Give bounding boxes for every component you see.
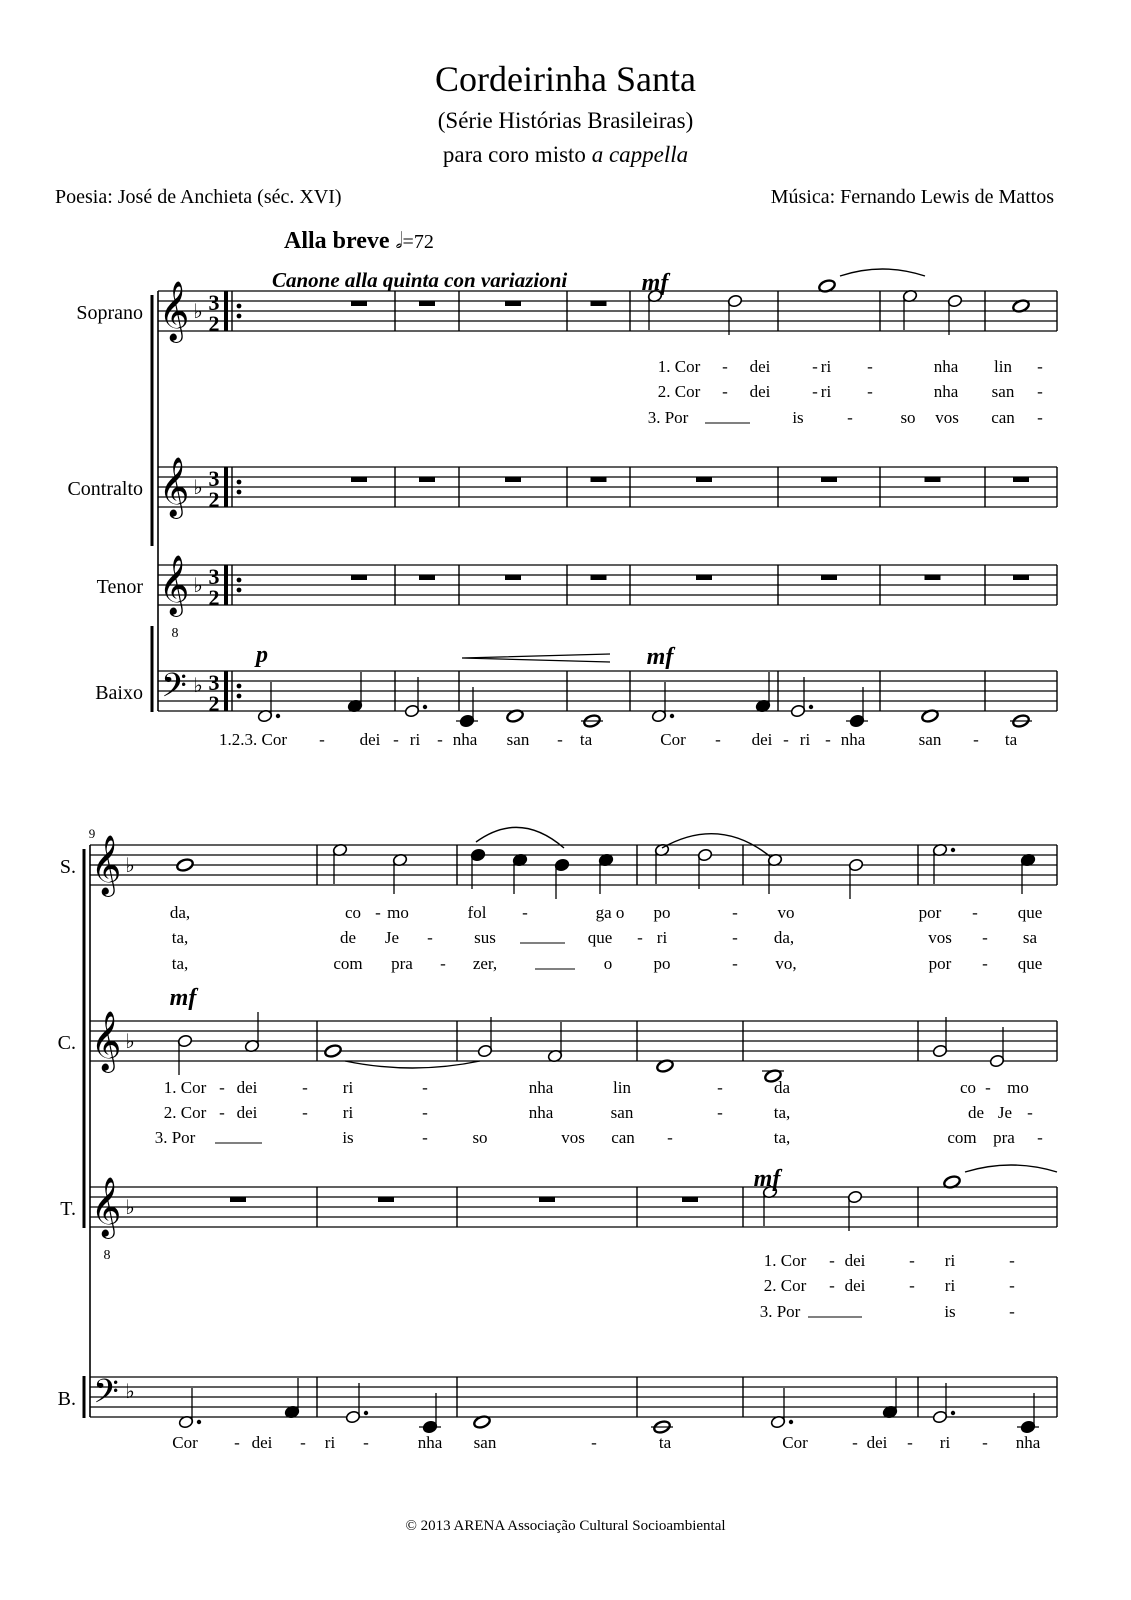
soprano-lyric: -: [1037, 382, 1043, 401]
time-signature-bottom: 2: [208, 585, 220, 610]
bass-lyric: san: [473, 1433, 497, 1452]
measure-number: 9: [88, 826, 96, 841]
bass-lyric: -: [300, 1433, 306, 1452]
time-signature-top: 3: [208, 670, 220, 695]
soprano-lyric: -: [722, 382, 728, 401]
alto-tie: [345, 1061, 480, 1068]
augmentation-dot: [951, 848, 955, 852]
soprano-lyric: lin: [994, 357, 1012, 376]
tenor-lyric: -: [1009, 1251, 1015, 1270]
soprano-tie: [840, 269, 925, 276]
whole-rest-contralto: [696, 477, 712, 482]
tenor-lyric: is: [944, 1302, 956, 1321]
soprano-lyric: -: [867, 357, 873, 376]
alto-lyric: dei: [236, 1078, 258, 1097]
bass-lyric: ri: [409, 730, 421, 749]
whole-rest-tenor: [696, 575, 712, 580]
tenor-dynamic: mf: [753, 1166, 781, 1192]
soprano-lyric: -: [982, 928, 988, 947]
soprano-lyric: po: [653, 954, 671, 973]
bass-lyric: san: [506, 730, 530, 749]
key-flat-icon: ♭: [125, 855, 135, 877]
tenor-lyric: -: [1009, 1302, 1015, 1321]
bass-lyric: -: [715, 730, 721, 749]
whole-rest-tenor: [591, 575, 607, 580]
bass-lyric: -: [234, 1433, 240, 1452]
tenor-lyric: -: [909, 1276, 915, 1295]
soprano-lyric: pra: [391, 954, 413, 973]
soprano-lyric: co: [344, 903, 362, 922]
alto-lyric: -: [302, 1078, 308, 1097]
whole-rest-tenor: [925, 575, 941, 580]
soprano-lyric: com: [333, 954, 363, 973]
key-flat-icon: ♭: [193, 675, 203, 697]
alto-lyric: lin: [613, 1078, 631, 1097]
tenor-lyric: -: [1009, 1276, 1015, 1295]
bass-lyric: san: [918, 730, 942, 749]
augmentation-dot: [809, 705, 813, 709]
score-notation: [58, 269, 1057, 1452]
piece-title: Cordeirinha Santa: [435, 59, 696, 99]
bass-lyric: dei: [359, 730, 381, 749]
tenor-lyric: dei: [844, 1276, 866, 1295]
bass-lyric: -: [852, 1433, 858, 1452]
staff-abbrev-t: T.: [60, 1198, 76, 1220]
bass-lyric: -: [437, 730, 443, 749]
staff-name-tenor: Tenor: [96, 576, 143, 598]
bass-lyric: Cor: [660, 730, 686, 749]
copyright-footer: © 2013 ARENA Associação Cultural Socioambiental: [405, 1518, 726, 1534]
tenor-lyric: 3. Por: [759, 1302, 801, 1321]
bass-dynamic: mf: [646, 644, 674, 670]
repeat-dot: [237, 684, 242, 689]
augmentation-dot: [364, 1411, 368, 1415]
bass-lyric: -: [393, 730, 399, 749]
soprano-lyric: ga o: [595, 903, 625, 922]
repeat-dot: [237, 588, 242, 593]
tenor-lyric: ri: [944, 1251, 956, 1270]
soprano-lyric: san: [991, 382, 1015, 401]
soprano-lyric: dei: [749, 382, 771, 401]
soprano-lyric: can: [991, 408, 1015, 427]
alto-lyric: -: [1037, 1128, 1043, 1147]
composer-credit: Música: Fernando Lewis de Mattos: [770, 186, 1054, 208]
alto-lyric: co: [959, 1078, 977, 1097]
repeat-dot: [237, 578, 242, 583]
whole-rest-tenor: [505, 575, 521, 580]
whole-rest-contralto: [505, 477, 521, 482]
time-signature-top: 3: [208, 564, 220, 589]
scoring-prefix: para coro misto: [442, 142, 592, 167]
tempo-bpm: =72: [402, 231, 434, 253]
tenor-lyric: ri: [944, 1276, 956, 1295]
whole-rest-contralto: [1013, 477, 1029, 482]
slur: [662, 834, 772, 858]
bass-lyric: Cor: [172, 1433, 198, 1452]
soprano-lyric: is: [792, 408, 804, 427]
soprano-lyric: -: [375, 903, 381, 922]
alto-lyric: -: [985, 1078, 991, 1097]
staff-abbrev-b: B.: [57, 1388, 76, 1410]
soprano-lyric: que: [587, 928, 613, 947]
soprano-lyric: 2. Cor: [657, 382, 701, 401]
staff-abbrev-s: S.: [59, 856, 76, 878]
bass-lyric: nha: [1015, 1433, 1041, 1452]
alto-lyric: nha: [528, 1078, 554, 1097]
bass-lyric: -: [319, 730, 325, 749]
soprano-lyric: que: [1017, 954, 1043, 973]
alto-lyric: is: [342, 1128, 354, 1147]
tempo-text: Alla breve: [284, 228, 390, 254]
whole-rest-soprano: [351, 301, 367, 306]
bass-lyric: dei: [251, 1433, 273, 1452]
soprano-lyric: -: [812, 357, 818, 376]
whole-rest-contralto: [591, 477, 607, 482]
augmentation-dot: [197, 1420, 201, 1424]
repeat-dot: [237, 694, 242, 699]
soprano-lyric: -: [1037, 357, 1043, 376]
alto-lyric: ta,: [773, 1103, 791, 1122]
soprano-lyric: mo: [387, 903, 409, 922]
bass-lyric: -: [363, 1433, 369, 1452]
bass-clef-icon: 𝄢: [161, 667, 187, 712]
soprano-lyric: so: [900, 408, 916, 427]
repeat-dot: [237, 304, 242, 309]
alto-lyric: nha: [528, 1103, 554, 1122]
alto-lyric: -: [717, 1103, 723, 1122]
hairpin-decrescendo: [462, 654, 610, 662]
tenor-whole-rest: [682, 1197, 698, 1202]
soprano-lyric: sa: [1022, 928, 1038, 947]
scoring-italic: a cappella: [591, 142, 689, 167]
time-signature-bottom: 2: [208, 311, 220, 336]
soprano-lyric: o: [603, 954, 613, 973]
alto-lyric: -: [422, 1103, 428, 1122]
bass-lyric: -: [557, 730, 563, 749]
soprano-lyric: Je: [384, 928, 400, 947]
soprano-lyric: po: [653, 903, 671, 922]
alto-lyric: -: [422, 1078, 428, 1097]
tenor-whole-rest: [230, 1197, 246, 1202]
repeat-dot: [237, 490, 242, 495]
bass-lyric: ta: [579, 730, 593, 749]
soprano-lyric: da,: [169, 903, 191, 922]
augmentation-dot: [276, 714, 280, 718]
whole-rest-contralto: [351, 477, 367, 482]
alto-lyric: ri: [342, 1103, 354, 1122]
time-signature-bottom: 2: [208, 691, 220, 716]
soprano-lyric: fol: [467, 903, 487, 922]
tenor-lyric: -: [829, 1276, 835, 1295]
alto-lyric: so: [472, 1128, 488, 1147]
soprano-lyric: 3. Por: [647, 408, 689, 427]
alto-lyric: -: [302, 1103, 308, 1122]
soprano-lyric: nha: [933, 357, 959, 376]
treble-clef-icon: 𝄞: [90, 1179, 122, 1236]
soprano-lyric: -: [732, 954, 738, 973]
whole-rest-contralto: [925, 477, 941, 482]
soprano-lyric: -: [522, 903, 528, 922]
alto-lyric: de: [967, 1103, 985, 1122]
soprano-lyric: por: [928, 954, 952, 973]
augmentation-dot: [951, 1411, 955, 1415]
alto-lyric: can: [611, 1128, 635, 1147]
soprano-lyric: -: [972, 903, 978, 922]
alto-lyric: -: [422, 1128, 428, 1147]
whole-rest-tenor: [821, 575, 837, 580]
treble-clef-icon: 𝄞: [158, 459, 190, 516]
treble-clef-icon: 𝄞: [90, 837, 122, 894]
whole-rest-contralto: [821, 477, 837, 482]
soprano-lyric: dei: [749, 357, 771, 376]
soprano-lyric: -: [867, 382, 873, 401]
soprano-note: [176, 858, 194, 873]
tenor-lyric: 1. Cor: [763, 1251, 807, 1270]
treble-clef-icon: 𝄞: [90, 1013, 122, 1070]
soprano-lyric: que: [1017, 903, 1043, 922]
soprano-lyric: -: [982, 954, 988, 973]
tenor-tie: [965, 1165, 1057, 1172]
alto-lyric: mo: [1007, 1078, 1029, 1097]
octave-8-marking: 8: [103, 1248, 111, 1263]
bass-dynamic: p: [256, 642, 268, 668]
soprano-lyric: da,: [773, 928, 795, 947]
alto-note: [324, 1044, 342, 1059]
bass-lyric: nha: [840, 730, 866, 749]
soprano-lyric: -: [722, 357, 728, 376]
key-flat-icon: ♭: [125, 1381, 135, 1403]
whole-rest-soprano: [591, 301, 607, 306]
series-subtitle: (Série Histórias Brasileiras): [437, 108, 694, 133]
bass-lyric: -: [825, 730, 831, 749]
soprano-lyric: ri: [656, 928, 668, 947]
bass-lyric: -: [907, 1433, 913, 1452]
alto-lyric: vos: [561, 1128, 585, 1147]
tenor-lyric: dei: [844, 1251, 866, 1270]
bass-lyric: ta: [1004, 730, 1018, 749]
soprano-dynamic: mf: [641, 270, 669, 296]
bass-lyric: ta: [658, 1433, 672, 1452]
bass-lyric: nha: [417, 1433, 443, 1452]
key-flat-icon: ♭: [125, 1031, 135, 1053]
soprano-lyric: -: [427, 928, 433, 947]
bass-lyric: 1.2.3. Cor: [219, 730, 287, 749]
soprano-lyric: -: [440, 954, 446, 973]
tenor-lyric: -: [829, 1251, 835, 1270]
soprano-lyric: -: [847, 408, 853, 427]
key-flat-icon: ♭: [193, 575, 203, 597]
staff-abbrev-c: C.: [57, 1032, 76, 1054]
alto-lyric: -: [219, 1103, 225, 1122]
soprano-lyric: -: [732, 903, 738, 922]
staff-name-baixo: Baixo: [95, 682, 143, 704]
bass-lyric: -: [982, 1433, 988, 1452]
soprano-lyric: vo: [777, 903, 795, 922]
alto-lyric: 1. Cor: [163, 1078, 207, 1097]
soprano-lyric: ta,: [171, 928, 189, 947]
alto-lyric: da: [773, 1078, 791, 1097]
soprano-lyric: -: [1037, 408, 1043, 427]
tenor-lyric: 2. Cor: [763, 1276, 807, 1295]
augmentation-dot: [670, 714, 674, 718]
whole-rest-tenor: [351, 575, 367, 580]
bass-lyric: -: [783, 730, 789, 749]
alto-lyric: san: [610, 1103, 634, 1122]
alto-lyric: dei: [236, 1103, 258, 1122]
key-flat-icon: ♭: [193, 477, 203, 499]
key-flat-icon: ♭: [125, 1197, 135, 1219]
soprano-lyric: ri: [820, 357, 832, 376]
soprano-lyric: 1. Cor: [657, 357, 701, 376]
soprano-lyric: ri: [820, 382, 832, 401]
bass-lyric: -: [973, 730, 979, 749]
time-signature-top: 3: [208, 466, 220, 491]
tenor-whole-rest: [378, 1197, 394, 1202]
alto-lyric: -: [219, 1078, 225, 1097]
half-note-icon: 𝅗𝅥: [395, 228, 403, 253]
staff-name-contralto: Contralto: [67, 478, 143, 500]
alto-lyric: -: [1027, 1103, 1033, 1122]
alto-lyric: ri: [342, 1078, 354, 1097]
whole-rest-soprano: [505, 301, 521, 306]
soprano-lyric: -: [732, 928, 738, 947]
treble-clef-icon: 𝄞: [158, 283, 190, 340]
alto-lyric: Je: [997, 1103, 1013, 1122]
repeat-dot: [237, 314, 242, 319]
bass-lyric: dei: [751, 730, 773, 749]
poet-credit: Poesia: José de Anchieta (séc. XVI): [55, 186, 342, 208]
soprano-lyric: ta,: [171, 954, 189, 973]
style-marking: Canone alla quinta con variazioni: [272, 268, 568, 292]
soprano-lyric: sus: [474, 928, 496, 947]
alto-lyric: -: [717, 1078, 723, 1097]
time-signature-bottom: 2: [208, 487, 220, 512]
alto-lyric: 2. Cor: [163, 1103, 207, 1122]
alto-lyric: ta,: [773, 1128, 791, 1147]
bass-lyric: dei: [866, 1433, 888, 1452]
alto-lyric: -: [667, 1128, 673, 1147]
soprano-lyric: -: [812, 382, 818, 401]
octave-8-marking: 8: [171, 626, 179, 641]
soprano-lyric: -: [637, 928, 643, 947]
alto-lyric: pra: [993, 1128, 1015, 1147]
whole-rest-contralto: [419, 477, 435, 482]
bass-lyric: -: [591, 1433, 597, 1452]
bass-lyric: ri: [939, 1433, 951, 1452]
bass-clef-icon: 𝄢: [93, 1373, 119, 1418]
augmentation-dot: [423, 705, 427, 709]
whole-rest-soprano: [419, 301, 435, 306]
soprano-lyric: nha: [933, 382, 959, 401]
time-signature-top: 3: [208, 290, 220, 315]
alto-lyric: com: [947, 1128, 977, 1147]
soprano-lyric: por: [918, 903, 942, 922]
tenor-lyric: -: [909, 1251, 915, 1270]
bass-lyric: ri: [799, 730, 811, 749]
bass-lyric: ri: [324, 1433, 336, 1452]
augmentation-dot: [789, 1420, 793, 1424]
tenor-whole-rest: [539, 1197, 555, 1202]
whole-rest-tenor: [419, 575, 435, 580]
key-flat-icon: ♭: [193, 301, 203, 323]
soprano-lyric: vo,: [775, 954, 797, 973]
soprano-lyric: vos: [928, 928, 952, 947]
soprano-lyric: de: [339, 928, 357, 947]
alto-dynamic: mf: [169, 985, 197, 1011]
whole-rest-tenor: [1013, 575, 1029, 580]
bass-lyric: Cor: [782, 1433, 808, 1452]
soprano-lyric: zer,: [472, 954, 498, 973]
soprano-lyric: vos: [935, 408, 959, 427]
staff-name-soprano: Soprano: [76, 302, 143, 324]
bass-lyric: nha: [452, 730, 478, 749]
alto-lyric: 3. Por: [154, 1128, 196, 1147]
treble-clef-icon: 𝄞: [158, 557, 190, 614]
repeat-dot: [237, 480, 242, 485]
